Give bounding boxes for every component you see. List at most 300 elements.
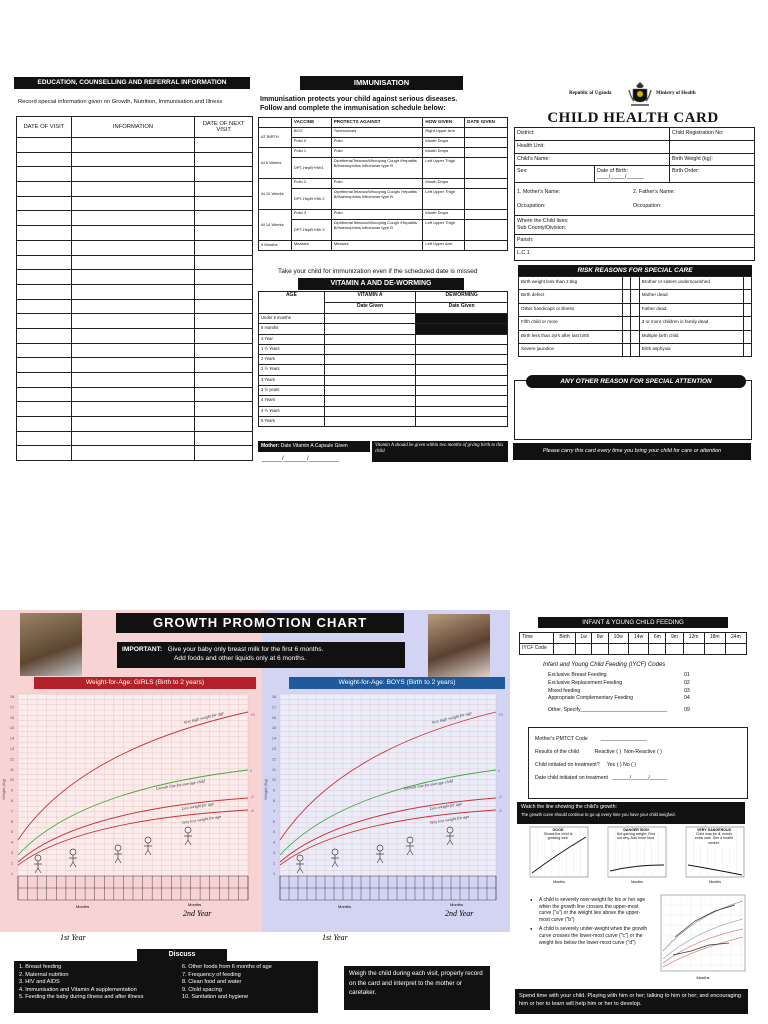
iycf-code-label: Mixed feeding xyxy=(548,687,581,694)
education-cell[interactable] xyxy=(195,270,253,285)
education-cell[interactable] xyxy=(71,417,194,432)
risk-reason: Brother or sisters undernourished xyxy=(639,277,743,290)
education-cell[interactable] xyxy=(17,167,72,182)
risk-checkbox[interactable] xyxy=(743,303,752,316)
education-cell[interactable] xyxy=(17,314,72,329)
education-row xyxy=(17,152,253,167)
iycf-code-cell[interactable] xyxy=(649,644,666,655)
imm-how: Left Upper Thigh xyxy=(423,158,465,179)
risk-checkbox[interactable] xyxy=(631,330,639,343)
imm-how: Right Upper Arm xyxy=(423,128,465,138)
imm-protects: Diphtheria/Tetanus/Whooping Cough/ Hepatitis B/Haemophilus Influenzae type B xyxy=(331,189,423,210)
risk-checkbox[interactable] xyxy=(631,290,639,303)
imm-col-vaccine: VACCINE xyxy=(291,118,331,128)
imm-date[interactable] xyxy=(465,158,508,179)
iycf-code-cell[interactable] xyxy=(628,644,648,655)
education-cell[interactable] xyxy=(17,328,72,343)
education-cell[interactable] xyxy=(17,240,72,255)
girls-growth-chart[interactable] xyxy=(0,690,262,940)
vit-date[interactable] xyxy=(324,375,416,385)
y-axis-label: Weight (Kg) xyxy=(263,778,268,800)
vit-age: 1 Year xyxy=(259,334,325,344)
iycf-code-number: 01 xyxy=(684,672,690,678)
imm-age: 9 Months xyxy=(259,241,292,251)
education-cell[interactable] xyxy=(17,431,72,446)
vit-date[interactable] xyxy=(324,344,416,354)
sex-field[interactable]: Sex: xyxy=(515,166,595,182)
imm-age: AT BIRTH xyxy=(259,128,292,148)
dew-date[interactable] xyxy=(416,386,508,396)
imm-date[interactable] xyxy=(465,128,508,138)
non-reactive-option[interactable]: Non-Reactive ( ) xyxy=(624,749,662,755)
lives-label: Where the Child lives: xyxy=(517,218,569,225)
y-tick: 12 xyxy=(9,757,15,762)
education-cell[interactable] xyxy=(71,299,194,314)
iycf-header-cell: 1w xyxy=(575,633,591,644)
y-tick: 3 xyxy=(272,851,276,855)
col-date-visit: DATE OF VISIT xyxy=(17,117,72,138)
education-cell[interactable] xyxy=(195,211,253,226)
mini-chart-1 xyxy=(604,825,668,891)
pmtct-box[interactable] xyxy=(528,727,748,799)
risk-checkbox[interactable] xyxy=(622,330,630,343)
education-cell[interactable] xyxy=(71,446,194,461)
dew-date[interactable] xyxy=(416,365,508,375)
z-label: -3 xyxy=(250,808,254,813)
education-cell[interactable] xyxy=(195,167,253,182)
risk-reason: Multiple birth child xyxy=(639,330,743,343)
immunisation-row xyxy=(259,189,508,210)
education-cell[interactable] xyxy=(195,446,253,461)
risk-row xyxy=(519,317,752,330)
imm-protects: Measles xyxy=(331,241,423,251)
dew-date[interactable] xyxy=(416,416,508,426)
education-cell[interactable] xyxy=(17,255,72,270)
curve-label: Very high weight for age xyxy=(431,710,473,725)
dew-date[interactable] xyxy=(416,375,508,385)
year-2-label: 2nd Year xyxy=(445,909,474,918)
iycf-code-cell[interactable] xyxy=(608,644,628,655)
iycf-header-cell: 18m xyxy=(704,633,725,644)
education-row xyxy=(17,270,253,285)
vitamin-row xyxy=(259,344,508,354)
education-cell[interactable] xyxy=(71,255,194,270)
vit-age: 5 Years xyxy=(259,416,325,426)
y-tick: 7 xyxy=(10,809,14,814)
education-cell[interactable] xyxy=(71,226,194,241)
mini-chart-text: Not gaining weight. Find out why. Add more food. xyxy=(616,832,656,841)
vit-date[interactable] xyxy=(324,334,416,344)
imm-how: Mouth Drops xyxy=(423,138,465,148)
watch-growth-note xyxy=(517,802,745,824)
discuss-item: 10. Sanitation and hygiene xyxy=(182,994,249,1001)
education-cell[interactable] xyxy=(17,211,72,226)
imm-protects: Polio xyxy=(331,179,423,189)
education-cell[interactable] xyxy=(17,299,72,314)
risk-checkbox[interactable] xyxy=(622,343,630,356)
imm-vaccine: Polio 1 xyxy=(291,148,331,158)
education-row xyxy=(17,446,253,461)
child-details-table xyxy=(514,127,755,261)
vitamin-row xyxy=(259,334,508,344)
education-cell[interactable] xyxy=(17,138,72,153)
education-cell[interactable] xyxy=(195,138,253,153)
imm-date[interactable] xyxy=(465,241,508,251)
risk-checkbox[interactable] xyxy=(631,277,639,290)
education-cell[interactable] xyxy=(195,417,253,432)
education-cell[interactable] xyxy=(71,328,194,343)
curve-label: Low weight for age xyxy=(429,800,463,811)
education-cell[interactable] xyxy=(195,387,253,402)
education-row xyxy=(17,373,253,388)
vit-date[interactable] xyxy=(324,396,416,406)
risk-checkbox[interactable] xyxy=(622,317,630,330)
mini-chart-caption xyxy=(616,828,656,841)
education-cell[interactable] xyxy=(195,255,253,270)
risk-checkbox[interactable] xyxy=(622,303,630,316)
date-treatment-label: Date child initiated on treatment xyxy=(535,775,608,781)
imm-vaccine: Measles xyxy=(291,241,331,251)
vit-age: 6 months xyxy=(259,324,325,334)
pmtct-label: Mother's PMTCT Code xyxy=(535,736,588,742)
education-cell[interactable] xyxy=(195,299,253,314)
iycf-code-cell[interactable] xyxy=(683,644,704,655)
growth-bullets xyxy=(530,897,650,949)
vit-date[interactable] xyxy=(324,365,416,375)
y-tick: 16 xyxy=(271,715,277,720)
vit-date[interactable] xyxy=(324,406,416,416)
risk-reason: Other handicaps or illness xyxy=(519,303,623,316)
y-tick: 1 xyxy=(10,871,14,876)
risk-title: RISK REASONS FOR SPECIAL CARE xyxy=(518,265,752,276)
y-tick: 2 xyxy=(10,861,14,866)
immunisation-row xyxy=(259,128,508,138)
risk-checkbox[interactable] xyxy=(743,290,752,303)
imm-date[interactable] xyxy=(465,179,508,189)
date-treatment-row xyxy=(535,772,741,785)
education-cell[interactable] xyxy=(195,328,253,343)
date-treatment-blank: ______/______/______ xyxy=(612,775,668,781)
z-label: -2 xyxy=(250,794,254,799)
mini-chart-head: GOOD xyxy=(552,828,564,832)
education-cell[interactable] xyxy=(71,402,194,417)
iycf-code-row xyxy=(548,672,708,680)
vit-age: 2 ½ Years xyxy=(259,365,325,375)
reactive-option[interactable]: Reactive ( ) xyxy=(594,749,622,755)
vit-age: 3 ½ years xyxy=(259,386,325,396)
dew-date xyxy=(416,314,508,324)
education-cell[interactable] xyxy=(17,196,72,211)
lc1-field[interactable]: L.C.1 xyxy=(515,248,755,261)
imm-col-protects: PROTECTS AGAINST xyxy=(331,118,423,128)
imm-date[interactable] xyxy=(465,148,508,158)
watch-sub: The growth curve should continue to go up every time you have your child weighed. xyxy=(521,812,676,817)
vit-date[interactable] xyxy=(324,386,416,396)
dew-date xyxy=(416,324,508,334)
important-note xyxy=(117,642,405,668)
iycf-code-row xyxy=(548,680,708,688)
y-tick: 8 xyxy=(10,799,14,803)
vit-date[interactable] xyxy=(324,416,416,426)
bullet-overweight: ● A child is severely over-weight for his or her age when the growth line crosses the upper-most curve ("a") or the weight lies above the upper-most curve ("b") xyxy=(530,897,650,923)
risk-reason: Birth less than 2yrs after last birth xyxy=(519,330,623,343)
vit-col-vitamin: VITAMIN A xyxy=(324,292,416,303)
watch-title: Watch the line showing the child's growth: xyxy=(521,804,617,810)
education-cell[interactable] xyxy=(71,284,194,299)
education-row xyxy=(17,402,253,417)
y-tick: 16 xyxy=(9,715,15,720)
parish-field[interactable]: Parish: xyxy=(515,235,755,248)
bullet-underweight: ● A child is severely under-weight when the growth curve crosses the lower-most curve ("c") or the weight lies below the lower-most curve ("d") xyxy=(530,926,650,946)
education-cell[interactable] xyxy=(71,314,194,329)
education-cell[interactable] xyxy=(195,284,253,299)
iycf-subtitle: Infant and Young Child Feeding (IYCF) Codes xyxy=(543,662,666,668)
imm-date[interactable] xyxy=(465,220,508,241)
education-cell[interactable] xyxy=(17,343,72,358)
iycf-header-cell: 24m xyxy=(725,633,746,644)
iycf-table xyxy=(519,632,747,655)
dew-date[interactable] xyxy=(416,334,508,344)
risk-checkbox[interactable] xyxy=(743,330,752,343)
imm-protects: Diphtheria/Tetanus/Whooping Cough /Hepatitis B/Haemophilus Influenzae type B xyxy=(331,220,423,241)
y-tick: 18 xyxy=(9,695,15,699)
education-cell[interactable] xyxy=(71,182,194,197)
mini-growth-examples xyxy=(518,825,748,891)
imm-vaccine: Polio 2 xyxy=(291,179,331,189)
imm-vaccine: BCG xyxy=(291,128,331,138)
imm-how: Mouth Drops xyxy=(423,148,465,158)
imm-col-date: DATE GIVEN xyxy=(465,118,508,128)
y-tick: 7 xyxy=(272,809,276,814)
imm-col-how: HOW GIVEN xyxy=(423,118,465,128)
immunisation-intro-line1: Immunisation protects your child against serious diseases. xyxy=(260,96,458,103)
education-cell[interactable] xyxy=(71,358,194,373)
child-name-field[interactable]: Child's Name: xyxy=(515,153,670,166)
discuss-title xyxy=(137,949,227,961)
dob-blank: ____/_____/______ xyxy=(597,174,645,181)
vit-date[interactable] xyxy=(324,324,416,334)
education-cell[interactable] xyxy=(17,152,72,167)
risk-checkbox[interactable] xyxy=(631,317,639,330)
immunisation-note: Take your child for immunization even if the scheduled date is missed xyxy=(278,268,478,275)
imm-age: At 10 Weeks xyxy=(259,179,292,210)
iycf-code-cell[interactable] xyxy=(575,644,591,655)
education-row xyxy=(17,196,253,211)
discuss-item: 4. Immunisation and Vitamin A supplementation xyxy=(19,986,137,993)
month-boxes xyxy=(280,876,496,900)
education-cell[interactable] xyxy=(71,387,194,402)
vitamin-row xyxy=(259,416,508,426)
y-tick: 4 xyxy=(272,840,276,845)
education-cell[interactable] xyxy=(71,270,194,285)
mini-chart-axis-label: Months xyxy=(631,880,643,884)
birth-weight-field[interactable]: Birth Weight (kg): xyxy=(670,153,755,166)
education-cell[interactable] xyxy=(195,240,253,255)
education-cell[interactable] xyxy=(17,387,72,402)
iycf-code-cell[interactable] xyxy=(704,644,725,655)
boy-photo xyxy=(428,614,490,677)
education-cell[interactable] xyxy=(17,402,72,417)
y-tick: 14 xyxy=(271,736,277,741)
immunisation-row xyxy=(259,241,508,251)
card-title: CHILD HEALTH CARD xyxy=(547,110,719,126)
months-label: Months xyxy=(76,904,90,909)
curve-label: Very low weight for age xyxy=(429,813,470,825)
imm-how: Mouth Drops xyxy=(423,179,465,189)
education-row xyxy=(17,138,253,153)
iycf-other-label[interactable]: Other, Specify______________________________ xyxy=(548,707,668,714)
y-tick: 13 xyxy=(9,747,15,751)
education-cell[interactable] xyxy=(17,284,72,299)
dew-date[interactable] xyxy=(416,406,508,416)
coat-of-arms-icon xyxy=(627,80,653,110)
education-cell[interactable] xyxy=(195,343,253,358)
immunisation-intro xyxy=(260,96,457,113)
dew-date[interactable] xyxy=(416,344,508,354)
risk-checkbox[interactable] xyxy=(631,343,639,356)
vitamin-title: VITAMIN A AND DE-WORMING xyxy=(298,278,464,290)
risk-checkbox[interactable] xyxy=(743,317,752,330)
education-cell[interactable] xyxy=(195,196,253,211)
imm-date[interactable] xyxy=(465,210,508,220)
important-label: IMPORTANT: xyxy=(122,646,163,653)
risk-checkbox[interactable] xyxy=(743,343,752,356)
birth-order-field[interactable]: Birth Order: xyxy=(670,166,755,183)
education-cell[interactable] xyxy=(71,343,194,358)
yes-no-options[interactable]: Yes ( ) No ( ) xyxy=(606,762,637,768)
discuss-item: 7. Frequency of feeding xyxy=(182,971,241,978)
risk-row xyxy=(519,277,752,290)
vitamin-row xyxy=(259,386,508,396)
dew-date[interactable] xyxy=(416,355,508,365)
education-cell[interactable] xyxy=(17,182,72,197)
education-cell[interactable] xyxy=(71,240,194,255)
z-label: +3 xyxy=(498,712,503,717)
imm-date[interactable] xyxy=(465,189,508,210)
dew-date[interactable] xyxy=(416,396,508,406)
vit-age: 4 ½ Years xyxy=(259,406,325,416)
education-cell[interactable] xyxy=(71,373,194,388)
iycf-code-cell[interactable] xyxy=(554,644,576,655)
education-cell[interactable] xyxy=(71,167,194,182)
education-cell[interactable] xyxy=(17,226,72,241)
dob-field[interactable] xyxy=(595,166,646,182)
other-reason-title: ANY OTHER REASON FOR SPECIAL ATTENTION xyxy=(526,375,746,388)
risk-reason: Fifth child or more xyxy=(519,317,623,330)
iycf-other-row xyxy=(548,707,708,715)
risk-checkbox[interactable] xyxy=(622,290,630,303)
months-label-2: Months xyxy=(188,902,202,907)
imm-date[interactable] xyxy=(465,138,508,148)
occupation-mother: Occupation: xyxy=(517,203,546,210)
iycf-other-code: 09 xyxy=(684,707,690,714)
education-row xyxy=(17,211,253,226)
months-label-2: Months xyxy=(450,902,464,907)
treatment-label: Child initiated on treatment? xyxy=(535,762,600,768)
education-cell[interactable] xyxy=(71,152,194,167)
education-cell[interactable] xyxy=(71,138,194,153)
district-field[interactable]: District: xyxy=(515,128,670,141)
education-cell[interactable] xyxy=(195,226,253,241)
health-unit-field[interactable]: Health Unit: xyxy=(515,140,670,153)
months-label: Months xyxy=(338,904,352,909)
education-row xyxy=(17,314,253,329)
education-cell[interactable] xyxy=(195,314,253,329)
education-row xyxy=(17,387,253,402)
education-cell[interactable] xyxy=(17,358,72,373)
year-2-label: 2nd Year xyxy=(183,909,212,918)
parents-cell[interactable] xyxy=(515,183,755,216)
year-1-label: 1st Year xyxy=(60,933,86,940)
vit-date[interactable] xyxy=(324,355,416,365)
y-tick: 11 xyxy=(272,767,276,772)
education-cell[interactable] xyxy=(195,402,253,417)
registration-field[interactable]: Child Registration No: xyxy=(670,128,755,141)
education-cell[interactable] xyxy=(195,182,253,197)
education-row xyxy=(17,284,253,299)
residence-cell[interactable] xyxy=(515,216,755,235)
y-tick: 15 xyxy=(9,726,15,731)
curve-label: Very high weight for age xyxy=(183,710,225,725)
y-tick: 11 xyxy=(10,767,14,772)
discuss-right-list xyxy=(182,964,272,1002)
vit-col-deworming: DEWORMING xyxy=(416,292,508,303)
education-row xyxy=(17,431,253,446)
iycf-code-row xyxy=(548,695,708,703)
iycf-code-cell[interactable] xyxy=(725,644,746,655)
education-cell[interactable] xyxy=(17,417,72,432)
education-cell[interactable] xyxy=(195,152,253,167)
mother-date-field[interactable]: ______/_______/_________ xyxy=(262,456,339,462)
education-row xyxy=(17,299,253,314)
iycf-code-number: 03 xyxy=(684,687,690,694)
girls-chart-label: Weight-for-Age: GIRLS (Birth to 2 years) xyxy=(34,677,256,689)
vit-age: 3 Years xyxy=(259,375,325,385)
mini-chart-caption xyxy=(538,828,578,841)
education-table xyxy=(16,116,253,461)
risk-checkbox[interactable] xyxy=(743,277,752,290)
iycf-code-cell[interactable] xyxy=(592,644,608,655)
education-row xyxy=(17,328,253,343)
y-tick: 13 xyxy=(271,747,277,751)
vit-age: 1 ½ Years xyxy=(259,344,325,354)
education-intro: Record special information given on Growth, Nutrition, Immunisation and Illness xyxy=(18,99,223,105)
iycf-header-cell: 6w xyxy=(592,633,608,644)
education-cell[interactable] xyxy=(71,211,194,226)
risk-checkbox[interactable] xyxy=(622,277,630,290)
iycf-header-cell: 14w xyxy=(628,633,648,644)
y-tick: 9 xyxy=(10,788,14,793)
education-cell[interactable] xyxy=(71,196,194,211)
mother-label: Mother: xyxy=(261,443,280,449)
education-cell[interactable] xyxy=(17,373,72,388)
boys-growth-chart[interactable] xyxy=(262,690,510,940)
results-row xyxy=(535,746,741,759)
education-cell[interactable] xyxy=(195,431,253,446)
education-cell[interactable] xyxy=(195,373,253,388)
vit-date[interactable] xyxy=(324,314,416,324)
other-reason-box[interactable] xyxy=(514,380,752,440)
education-cell[interactable] xyxy=(195,358,253,373)
immunisation-table xyxy=(258,117,508,251)
z-label: 0 xyxy=(250,768,253,773)
education-cell[interactable] xyxy=(71,431,194,446)
risk-checkbox[interactable] xyxy=(631,303,639,316)
iycf-code-cell[interactable] xyxy=(666,644,683,655)
discuss-box xyxy=(14,961,318,1013)
education-cell[interactable] xyxy=(17,270,72,285)
education-cell[interactable] xyxy=(17,446,72,461)
